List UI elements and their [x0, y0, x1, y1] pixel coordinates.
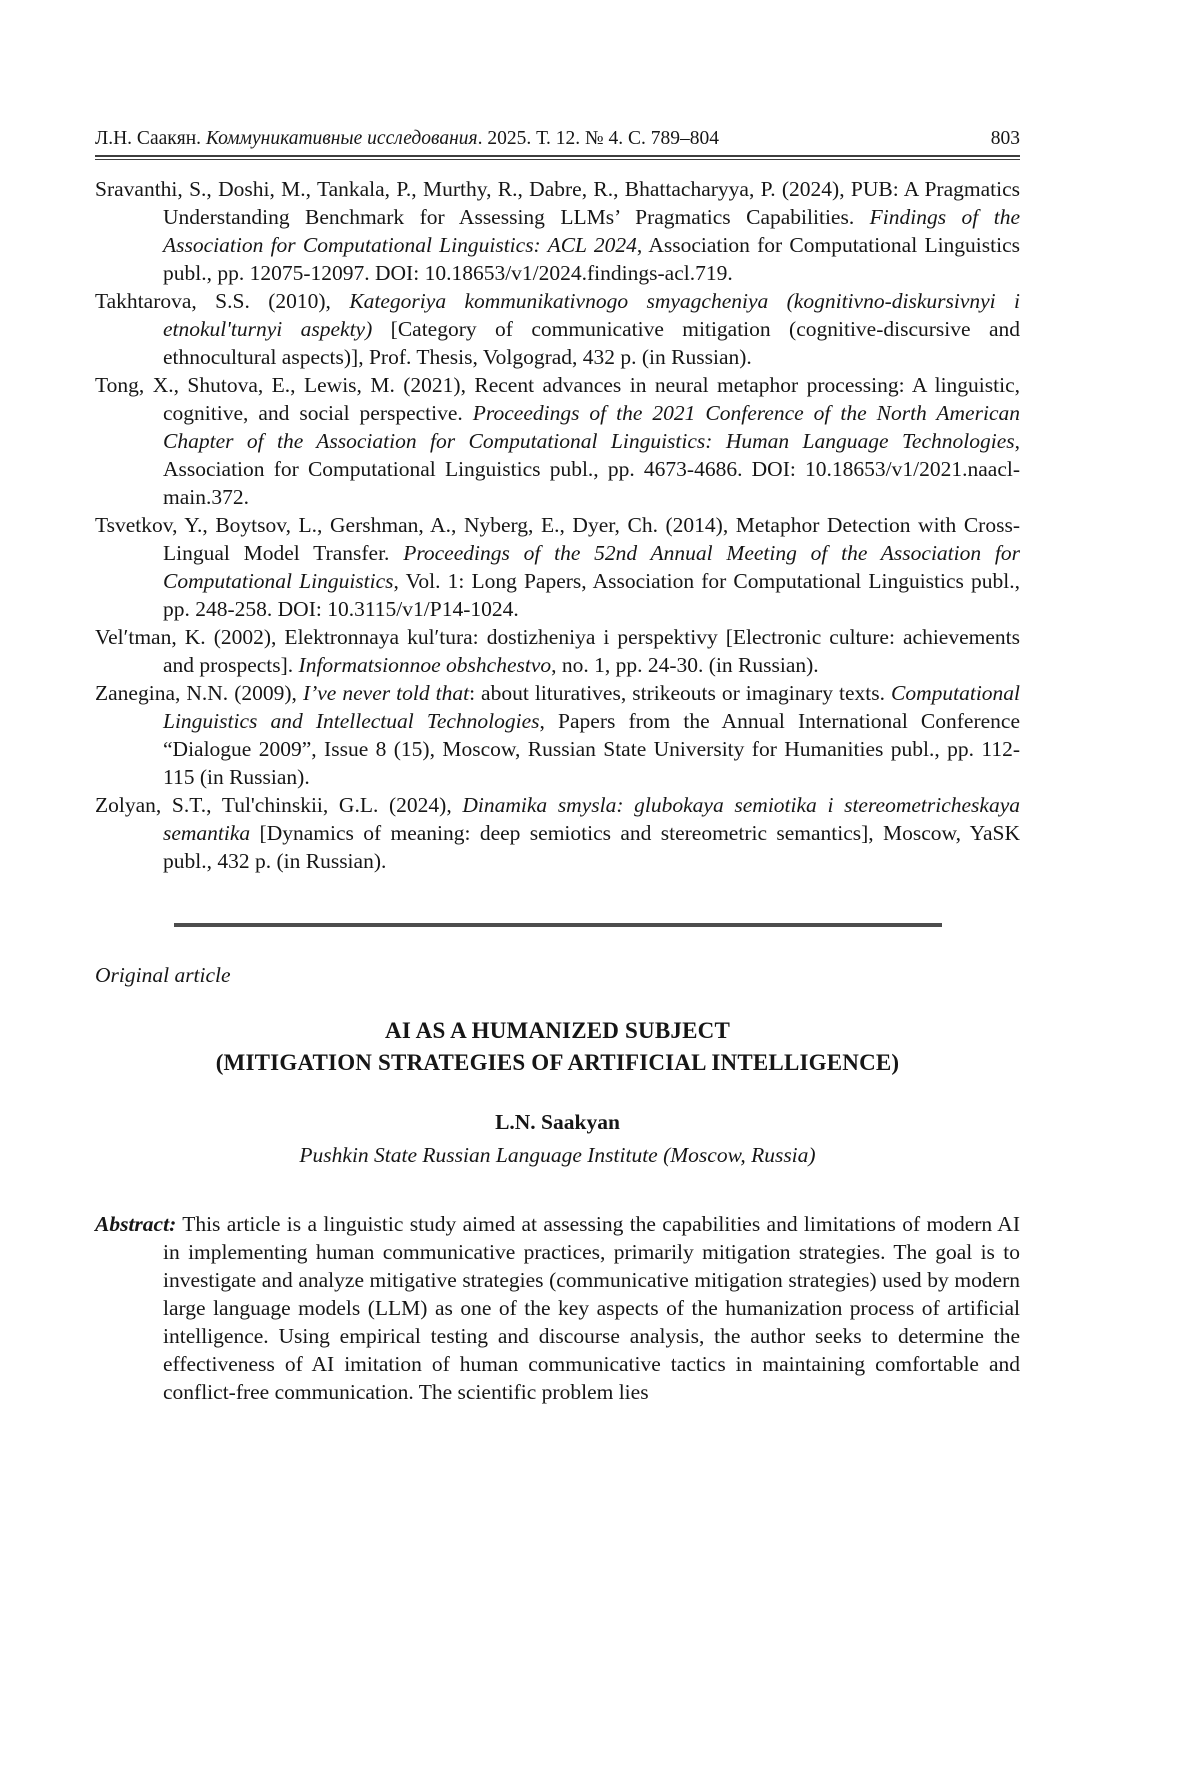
affiliation: Pushkin State Russian Language Institute (Moscow, Russia): [299, 1142, 816, 1167]
author-name: L.N. Saakyan: [495, 1109, 620, 1134]
reference-segment: Vel′tman, K. (2002), Elektronnaya kul′tura: dostizheniya i perspektivy [Electronic culture: achievements and prospects].: [95, 625, 1020, 677]
page-number: 803: [990, 128, 1020, 149]
reference-entry: [95, 679, 1021, 791]
reference-entry: [95, 623, 1020, 679]
header-citation: [95, 128, 719, 150]
reference-segment: Takhtarova, S.S. (2010),: [95, 289, 350, 313]
reference-entry: [95, 371, 1020, 511]
header-citation-journal: Коммуникативные исследования: [205, 128, 478, 149]
reference-segment-italic: I’ve never told that: [302, 681, 470, 705]
reference-entry: [95, 175, 1020, 287]
reference-segment-italic: Computational Linguistics and Intellectual Technologies: [163, 681, 1021, 733]
reference-segment: , Papers from the Annual International Conference “Dialogue 2009”, Issue 8 (15), Moscow, Russian State University for Humanities publ., pp. 112-115 (in Russian).: [163, 709, 1020, 789]
reference-segment-italic: Findings of the Association for Computational Linguistics: ACL 2024: [163, 205, 1020, 257]
reference-entry: [95, 287, 1020, 371]
references-list: [95, 175, 1020, 875]
header-citation-issue: . 2025. Т. 12. № 4. С. 789–804: [477, 128, 720, 149]
reference-segment: : about lituratives, strikeouts or imaginary texts.: [469, 681, 891, 705]
article-title-line2: (MITIGATION STRATEGIES OF ARTIFICIAL INTELLIGENCE): [215, 1049, 900, 1075]
reference-segment-italic: Proceedings of the 2021 Conference of the North American Chapter of the Association for Computational Linguistics: Human Language Technologies: [163, 401, 1020, 453]
reference-segment-italic: Kategoriya kommunikativnogo smyagcheniya (kognitivno-diskursivnyi i etnokul'turnyi aspekty): [163, 289, 1020, 341]
reference-segment: , no. 1, pp. 24-30. (in Russian).: [551, 653, 819, 677]
reference-segment-italic: Dinamika smysla: glubokaya semiotika i stereometricheskaya semantika: [163, 793, 1020, 845]
section-divider: [174, 923, 942, 927]
abstract-text: This article is a linguistic study aimed at assessing the capabilities and limitations of modern AI in implementing human communicative practices, primarily mitigation strategies. The goal is to investigate and analyze mitigative strategies (communicative mitigation strategies) used by modern large language models (LLM) as one of the key aspects of the humanization process of artificial intelligence. Using empirical testing and discourse analysis, the author seeks to determine the effectiveness of AI imitation of human communicative tactics in maintaining comfortable and conflict-free communication. The scientific problem lies: [163, 1211, 1020, 1404]
reference-entry: [95, 791, 1020, 875]
reference-segment: Tong, X., Shutova, E., Lewis, M. (2021), Recent advances in neural metaphor processing: A linguistic, cognitive, and social perspective.: [95, 373, 1020, 425]
reference-segment: , Vol. 1: Long Papers, Association for Computational Linguistics publ., pp. 248-258. DOI: 10.3115/v1/P14-1024.: [163, 569, 1020, 621]
header-citation-author: Л.Н. Саакян.: [95, 128, 206, 149]
reference-segment-italic: Proceedings of the 52nd Annual Meeting of the Association for Computational Linguistics: [163, 541, 1020, 593]
reference-segment-italic: Informatsionnoe obshchestvo: [298, 653, 552, 677]
article-title-line1: AI AS A HUMANIZED SUBJECT: [385, 1017, 730, 1043]
reference-segment: , Association for Computational Linguistics publ., pp. 4673-4686. DOI: 10.18653/v1/2021.naacl-main.372.: [163, 429, 1020, 509]
reference-entry: [95, 511, 1020, 623]
reference-segment: [Category of communicative mitigation (cognitive-discursive and ethnocultural aspects)], Prof. Thesis, Volgograd, 432 p. (in Russian).: [163, 317, 1020, 369]
header-rule: [95, 155, 1020, 160]
reference-segment: Tsvetkov, Y., Boytsov, L., Gershman, A., Nyberg, E., Dyer, Ch. (2014), Metaphor Detection with Cross-Lingual Model Transfer.: [95, 513, 1020, 565]
article-type-label: Original article: [95, 962, 231, 987]
reference-segment: Sravanthi, S., Doshi, M., Tankala, P., Murthy, R., Dabre, R., Bhattacharyya, P. (2024), PUB: A Pragmatics Understanding Benchmark for Assessing LLMs’ Pragmatics Capabilities.: [95, 177, 1020, 229]
abstract-label: Abstract:: [95, 1211, 177, 1236]
reference-segment: Zolyan, S.T., Tul'chinskii, G.L. (2024),: [95, 793, 463, 817]
article-title: [95, 1015, 1020, 1079]
running-header: [95, 128, 1020, 150]
reference-segment: Zanegina, N.N. (2009),: [95, 681, 303, 705]
reference-segment: [Dynamics of meaning: deep semiotics and stereometric semantics], Moscow, YaSK publ., 432 p. (in Russian).: [163, 821, 1020, 873]
abstract: [95, 1210, 1020, 1406]
reference-segment: , Association for Computational Linguistics publ., pp. 12075-12097. DOI: 10.18653/v1/2024.findings-acl.719.: [163, 233, 1020, 285]
